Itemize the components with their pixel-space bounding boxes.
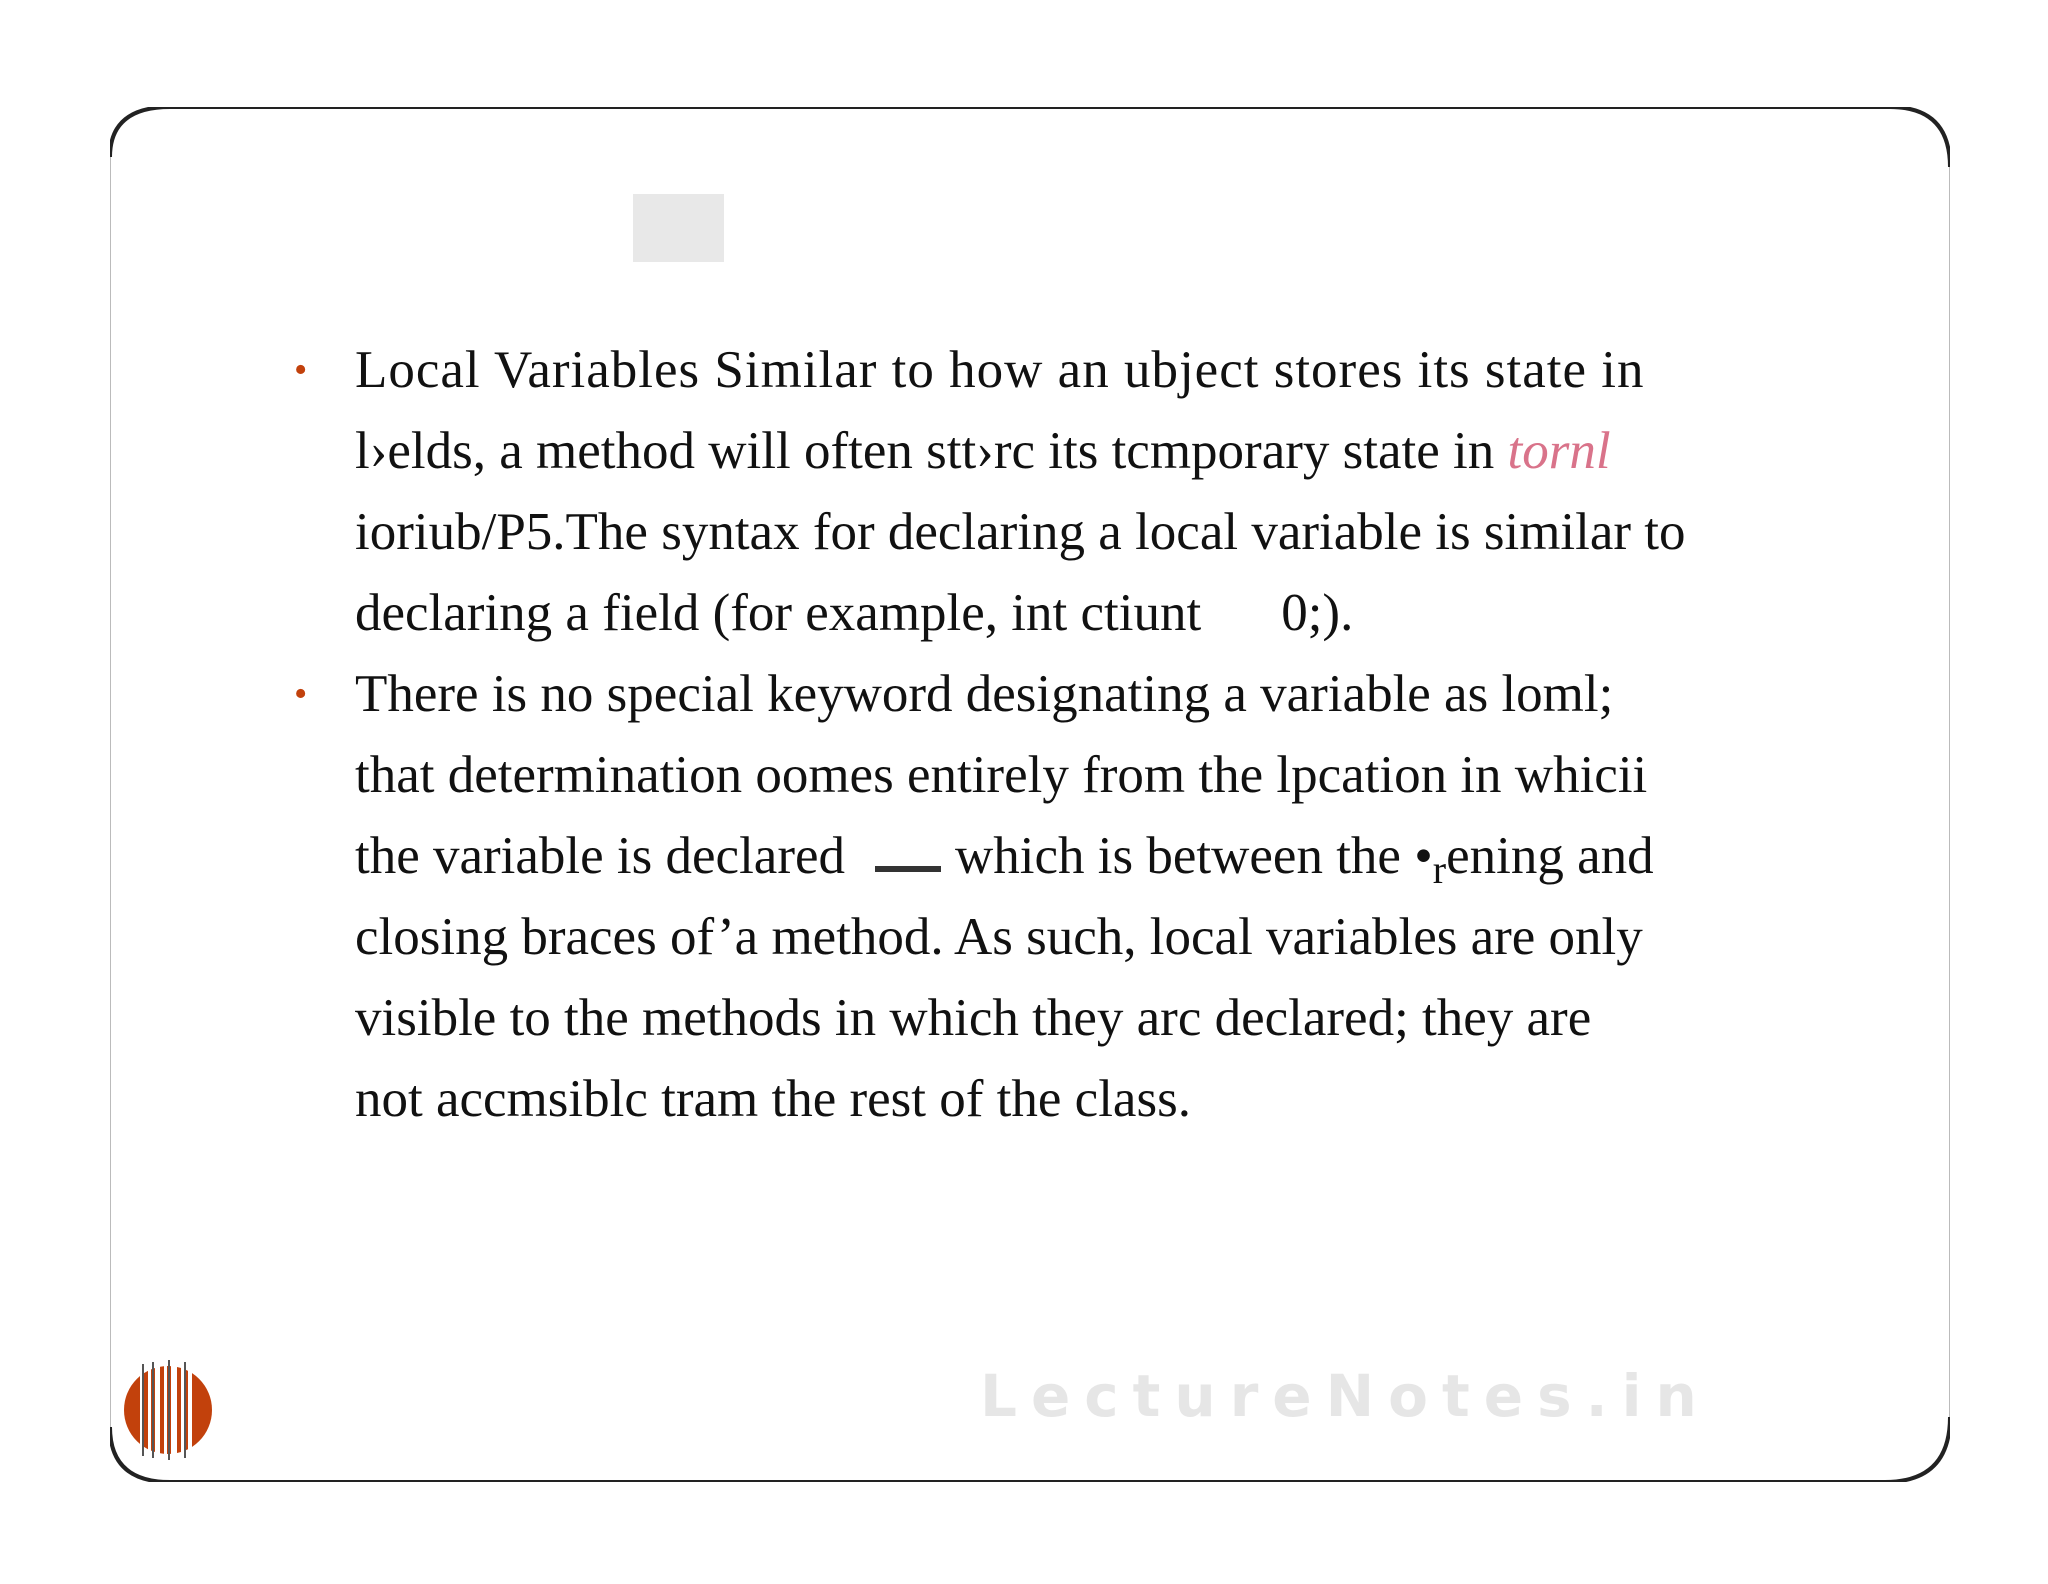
bullet2-line1: There is no special keyword designating a variable as loml;	[355, 665, 1614, 723]
bullet-dot-icon: •	[294, 349, 308, 391]
bullet-list	[290, 330, 1850, 1140]
highlighted-word: tornl	[1507, 422, 1611, 480]
opening-fragment: r	[1432, 847, 1447, 892]
dash-mark	[875, 866, 941, 872]
bullet1-line4	[355, 573, 1850, 654]
bullet2-line5: visible to the methods in which they arc declared; they are	[355, 989, 1592, 1047]
bullet1-line4-text: declaring a field (for example, int ctiunt	[355, 584, 1202, 642]
bullet1-line2	[355, 411, 1850, 492]
bullet1-line1: Local Variables Similar to how an ubject stores its state in	[355, 341, 1645, 399]
bullet1-line4-tail: 0;).	[1281, 584, 1354, 642]
watermark-text: LectureNotes.in	[980, 1362, 1711, 1430]
bullet-local-variables	[290, 330, 1850, 654]
bullet2-line6: not accmsiblc tram the rest of the class.	[355, 1070, 1191, 1128]
bullet-dot-icon: •	[294, 673, 308, 715]
bullet2-line3-b: which is between the	[955, 827, 1401, 885]
bullet-no-keyword	[290, 654, 1850, 1140]
bullet2-line3-a: the variable is declared	[355, 827, 845, 885]
title-placeholder-box	[633, 194, 724, 262]
bullet1-line2-text: l›elds, a method will often stt›rc its tcmporary state in	[355, 422, 1495, 480]
bullet2-line3-c: ening and	[1446, 827, 1654, 885]
bullet1-line3: ioriub/P5.The syntax for declaring a local variable is similar to	[355, 503, 1686, 561]
bullet2-line3: the variable is declared which is between the •rening and	[355, 827, 1654, 892]
bullet2-line2: that determination oomes entirely from the lpcation in whicii	[355, 746, 1648, 804]
lecturenotes-logo-icon	[118, 1360, 218, 1460]
bullet2-line4: closing braces of’a method. As such, local variables are only	[355, 908, 1643, 966]
